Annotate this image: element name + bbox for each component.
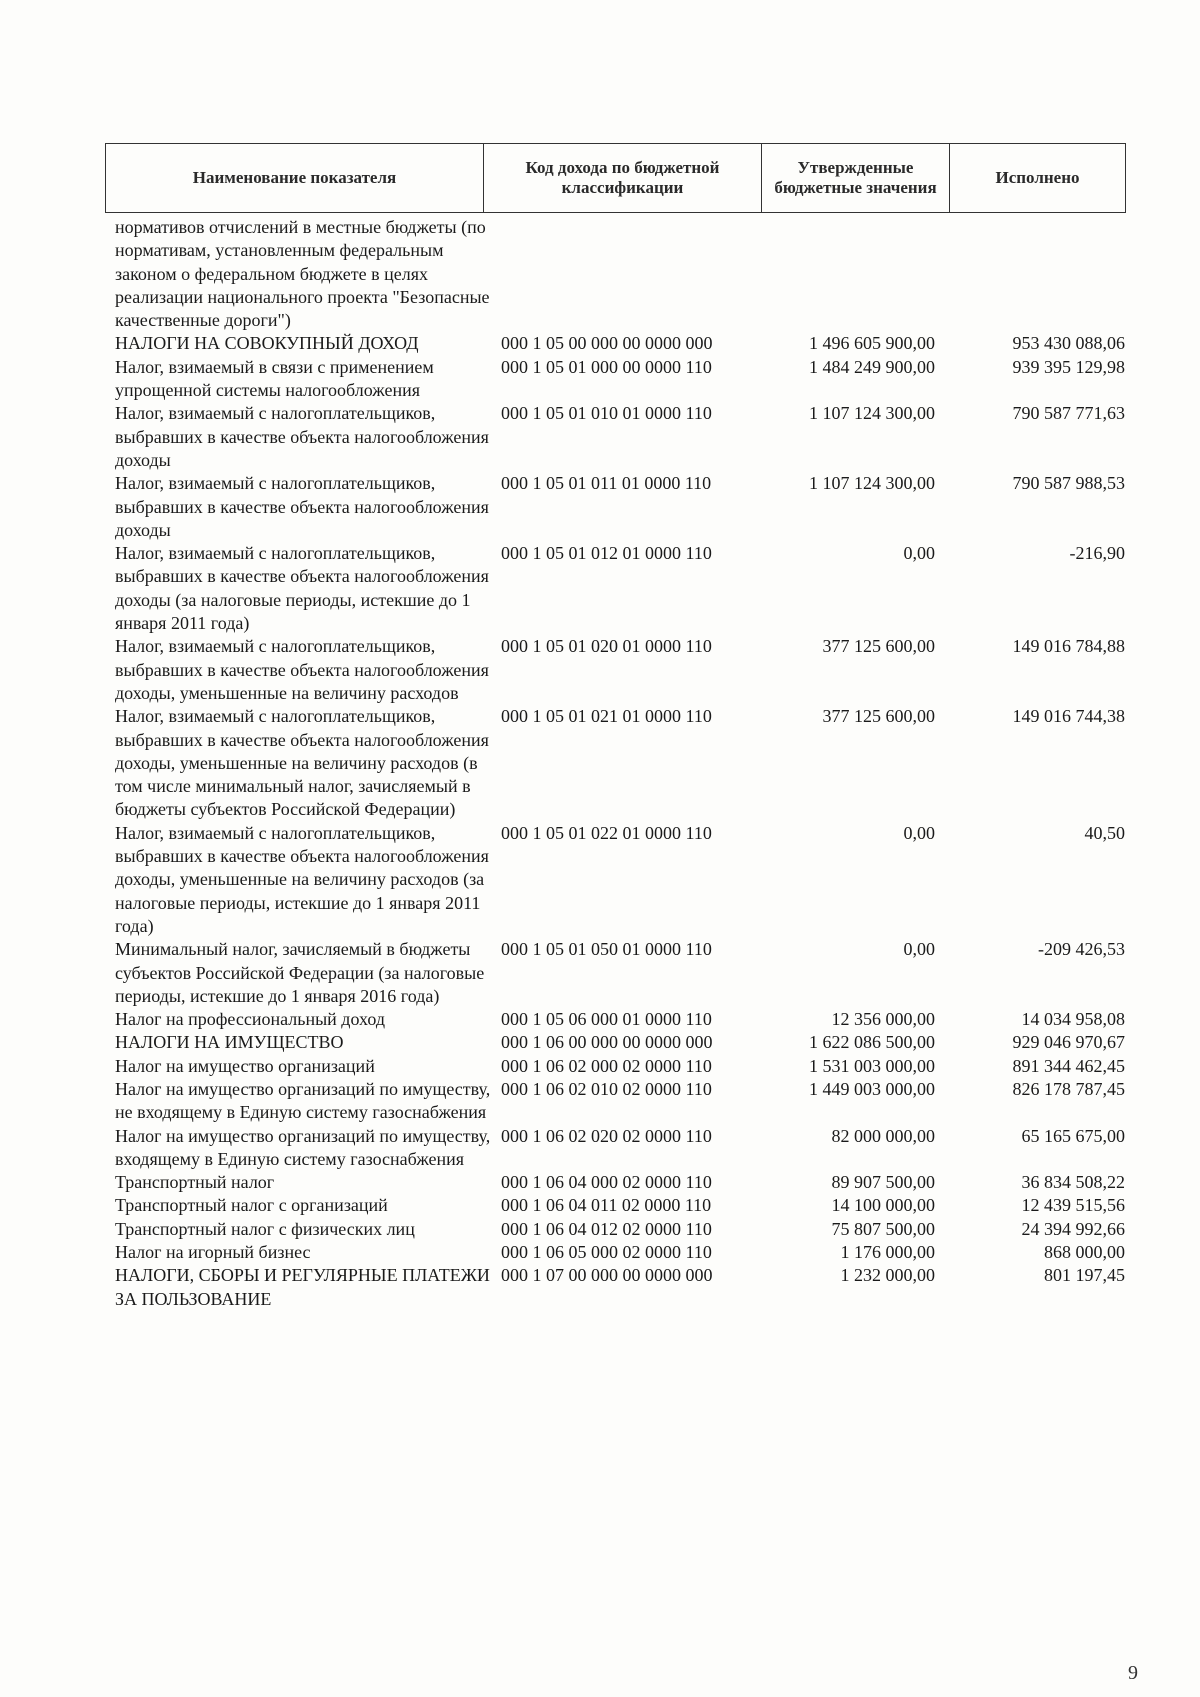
row-code: 000 1 06 00 000 00 0000 000	[501, 1032, 713, 1053]
row-approved: 1 107 124 300,00	[809, 403, 935, 424]
table-row	[115, 1194, 1125, 1217]
row-code: 000 1 06 05 000 02 0000 110	[501, 1242, 712, 1263]
row-name: НАЛОГИ, СБОРЫ И РЕГУЛЯРНЫЕ ПЛАТЕЖИ ЗА ПОЛЬЗОВАНИЕ	[115, 1265, 490, 1309]
row-name: нормативов отчислений в местные бюджеты (по нормативам, установленным федеральным законом о федеральном бюджете в целях реализации национального проекта "Безопасные качественные дороги")	[115, 217, 490, 331]
row-approved: 89 907 500,00	[831, 1172, 935, 1193]
row-approved: 82 000 000,00	[831, 1125, 935, 1146]
row-executed: 939 395 129,98	[1012, 356, 1125, 377]
table-row	[115, 356, 1125, 403]
row-code: 000 1 05 06 000 01 0000 110	[501, 1009, 712, 1030]
row-code: 000 1 05 01 012 01 0000 110	[501, 543, 712, 564]
row-name: НАЛОГИ НА ИМУЩЕСТВО	[115, 1032, 344, 1053]
row-code: 000 1 05 01 022 01 0000 110	[501, 822, 712, 843]
table-row	[115, 635, 1125, 705]
row-name: Налог, взимаемый с налогоплательщиков, выбравших в качестве объекта налогообложения доходы, уменьшенные на величину расходов (за налоговые периоды, истекшие до 1 января 2011 года)	[115, 822, 489, 936]
row-name: Налог, взимаемый с налогоплательщиков, выбравших в качестве объекта налогообложения доходы	[115, 473, 489, 540]
header-executed: Исполнено	[995, 168, 1080, 187]
row-executed: 65 165 675,00	[1021, 1125, 1125, 1146]
row-code: 000 1 05 01 000 00 0000 110	[501, 356, 712, 377]
row-approved: 1 484 249 900,00	[809, 356, 935, 377]
row-executed: -209 426,53	[1038, 939, 1125, 960]
table-row	[115, 1241, 1125, 1264]
table-row	[115, 938, 1125, 1008]
row-executed: 929 046 970,67	[1012, 1032, 1125, 1053]
row-executed: 891 344 462,45	[1012, 1055, 1125, 1076]
table-row	[115, 542, 1125, 635]
page-number: 9	[1128, 1662, 1138, 1684]
table-row	[115, 472, 1125, 542]
table-row	[115, 1008, 1125, 1031]
row-code: 000 1 05 01 020 01 0000 110	[501, 636, 712, 657]
row-executed: 14 034 958,08	[1021, 1009, 1125, 1030]
row-code: 000 1 06 04 011 02 0000 110	[501, 1195, 712, 1216]
row-approved: 0,00	[903, 543, 935, 564]
row-executed: 826 178 787,45	[1012, 1078, 1125, 1099]
row-executed: 790 587 988,53	[1012, 473, 1125, 494]
table-row	[115, 1125, 1125, 1172]
row-executed: 40,50	[1084, 822, 1125, 843]
row-name: Налог, взимаемый с налогоплательщиков, выбравших в качестве объекта налогообложения доходы	[115, 403, 489, 470]
row-code: 000 1 05 01 011 01 0000 110	[501, 473, 712, 494]
table-row	[115, 402, 1125, 472]
row-code: 000 1 06 04 000 02 0000 110	[501, 1172, 712, 1193]
row-approved: 1 622 086 500,00	[809, 1032, 935, 1053]
row-name: НАЛОГИ НА СОВОКУПНЫЙ ДОХОД	[115, 333, 419, 354]
row-code: 000 1 06 02 010 02 0000 110	[501, 1078, 712, 1099]
row-name: Налог на имущество организаций	[115, 1055, 375, 1076]
row-code: 000 1 06 04 012 02 0000 110	[501, 1218, 712, 1239]
row-executed: 953 430 088,06	[1012, 333, 1125, 354]
row-name: Налог на игорный бизнес	[115, 1242, 311, 1263]
row-executed: -216,90	[1069, 543, 1125, 564]
row-approved: 1 107 124 300,00	[809, 473, 935, 494]
row-name: Налог, взимаемый с налогоплательщиков, выбравших в качестве объекта налогообложения доходы, уменьшенные на величину расходов (в том числе минимальный налог, зачисляемый в бюджеты субъектов Российской Федерации)	[115, 706, 489, 820]
row-code	[495, 216, 761, 332]
row-executed: 36 834 508,22	[1021, 1172, 1125, 1193]
table-row	[115, 1171, 1125, 1194]
table-row	[115, 1031, 1125, 1054]
row-executed	[935, 216, 1125, 332]
row-code: 000 1 06 02 020 02 0000 110	[501, 1125, 712, 1146]
row-approved: 12 356 000,00	[831, 1009, 935, 1030]
table-row	[115, 1218, 1125, 1241]
row-code: 000 1 05 01 050 01 0000 110	[501, 939, 712, 960]
row-name: Налог на имущество организаций по имуществу, входящему в Единую систему газоснабжения	[115, 1125, 491, 1169]
row-name: Налог на профессиональный доход	[115, 1009, 385, 1030]
row-approved: 1 531 003 000,00	[809, 1055, 935, 1076]
row-approved: 75 807 500,00	[831, 1218, 935, 1239]
row-code: 000 1 05 00 000 00 0000 000	[501, 333, 713, 354]
row-name: Налог, взимаемый с налогоплательщиков, выбравших в качестве объекта налогообложения доходы (за налоговые периоды, истекшие до 1 января 2011 года)	[115, 543, 489, 634]
row-executed: 149 016 744,38	[1012, 706, 1125, 727]
row-approved: 14 100 000,00	[831, 1195, 935, 1216]
row-name: Транспортный налог с физических лиц	[115, 1218, 415, 1239]
row-approved: 1 232 000,00	[840, 1265, 935, 1286]
table-body	[115, 216, 1125, 1311]
table-row	[115, 1264, 1125, 1311]
row-executed: 149 016 784,88	[1012, 636, 1125, 657]
row-name: Минимальный налог, зачисляемый в бюджеты субъектов Российской Федерации (за налоговые периоды, истекшие до 1 января 2016 года)	[115, 939, 485, 1006]
row-approved: 377 125 600,00	[822, 706, 935, 727]
row-name: Налог на имущество организаций по имуществу, не входящему в Единую систему газоснабжения	[115, 1078, 491, 1123]
row-approved: 1 176 000,00	[840, 1242, 935, 1263]
table-row	[115, 705, 1125, 821]
row-executed: 24 394 992,66	[1021, 1218, 1125, 1239]
row-code: 000 1 05 01 010 01 0000 110	[501, 403, 712, 424]
table-row	[115, 1055, 1125, 1078]
row-code: 000 1 06 02 000 02 0000 110	[501, 1055, 712, 1076]
row-executed: 790 587 771,63	[1012, 403, 1125, 424]
table-row	[115, 216, 1125, 332]
row-executed: 868 000,00	[1044, 1242, 1125, 1263]
row-name: Транспортный налог	[115, 1172, 275, 1193]
row-approved	[761, 216, 935, 332]
header-income-code: Код дохода по бюджетной классификации	[484, 144, 762, 212]
row-name: Транспортный налог с организаций	[115, 1195, 388, 1216]
header-indicator-name: Наименование показателя	[106, 144, 484, 212]
row-code: 000 1 07 00 000 00 0000 000	[501, 1265, 713, 1286]
table-row	[115, 822, 1125, 938]
table-row	[115, 332, 1125, 355]
row-approved: 377 125 600,00	[822, 636, 935, 657]
table-row	[115, 1078, 1125, 1125]
row-approved: 0,00	[903, 939, 935, 960]
row-approved: 1 496 605 900,00	[809, 333, 935, 354]
table-header	[105, 143, 1126, 213]
row-name: Налог, взимаемый с налогоплательщиков, выбравших в качестве объекта налогообложения доходы, уменьшенные на величину расходов	[115, 636, 489, 703]
row-name: Налог, взимаемый в связи с применением упрощенной системы налогообложения	[115, 356, 434, 401]
row-code: 000 1 05 01 021 01 0000 110	[501, 706, 712, 727]
header-approved-values: Утвержденные бюджетные значения	[762, 144, 950, 212]
row-approved: 1 449 003 000,00	[809, 1078, 935, 1099]
row-executed: 801 197,45	[1044, 1265, 1125, 1286]
row-executed: 12 439 515,56	[1021, 1195, 1125, 1216]
row-approved: 0,00	[903, 822, 935, 843]
